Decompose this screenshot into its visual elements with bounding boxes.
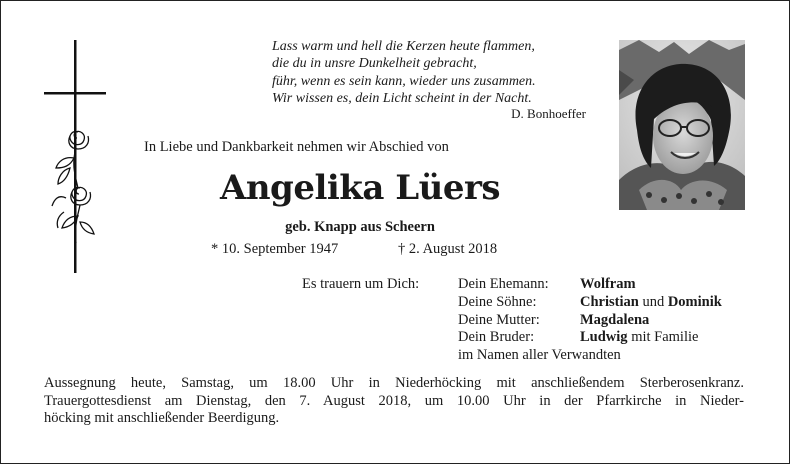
mourners-closing: im Namen aller Verwandten bbox=[458, 347, 621, 364]
mourner-joiner: mit Familie bbox=[627, 329, 699, 346]
poem-line: führ, wenn es sein kann, wieder uns zusammen. bbox=[272, 73, 536, 89]
mourner-name: Dominik bbox=[667, 293, 722, 310]
footer-line: Trauergottesdienst am Dienstag, den 7. August 2018, um 10.00 Uhr in der Pfarrkirche in Nieder- bbox=[44, 392, 744, 409]
poem-line: Wir wissen es, dein Licht scheint in der Nacht. bbox=[272, 91, 532, 107]
mourner-name: Christian bbox=[580, 293, 639, 310]
footer-line: höcking mit anschließender Beerdigung. bbox=[44, 410, 280, 427]
death-date: † 2. August 2018 bbox=[398, 241, 498, 257]
maiden-name: geb. Knapp aus Scheern bbox=[285, 219, 435, 235]
birth-date: * 10. September 1947 bbox=[211, 241, 339, 257]
mourner-joiner: und bbox=[638, 293, 668, 310]
cross-with-roses-icon bbox=[40, 40, 116, 276]
mourner-names bbox=[580, 329, 698, 347]
poem bbox=[272, 38, 586, 108]
mourner-name: Wolfram bbox=[580, 276, 636, 292]
relation-label: Deine Söhne: bbox=[458, 293, 537, 310]
relation-label: Dein Bruder: bbox=[458, 329, 535, 346]
poem-line: Lass warm und hell die Kerzen heute flammen, bbox=[272, 39, 535, 54]
mourner-names bbox=[580, 294, 722, 312]
mourner-name: Magdalena bbox=[580, 311, 650, 328]
mourner-names bbox=[580, 312, 649, 330]
footer-line: Aussegnung heute, Samstag, um 18.00 Uhr in Niederhöcking mit anschließendem Sterberosenkranz. bbox=[44, 375, 744, 391]
relation-label: Deine Mutter: bbox=[458, 311, 540, 328]
mourners-label: Es trauern um Dich: bbox=[302, 276, 420, 292]
poem-line: die du in unsre Dunkelheit gebracht, bbox=[272, 56, 477, 72]
deceased-name: Angelika Lüers bbox=[219, 168, 501, 208]
relation-label: Dein Ehemann: bbox=[458, 276, 549, 292]
mourner-names bbox=[580, 276, 636, 294]
poem-author: D. Bonhoeffer bbox=[511, 106, 586, 121]
mourner-name: Ludwig bbox=[580, 329, 628, 346]
service-details bbox=[44, 375, 744, 428]
intro-text: In Liebe und Dankbarkeit nehmen wir Abschied von bbox=[144, 139, 449, 155]
